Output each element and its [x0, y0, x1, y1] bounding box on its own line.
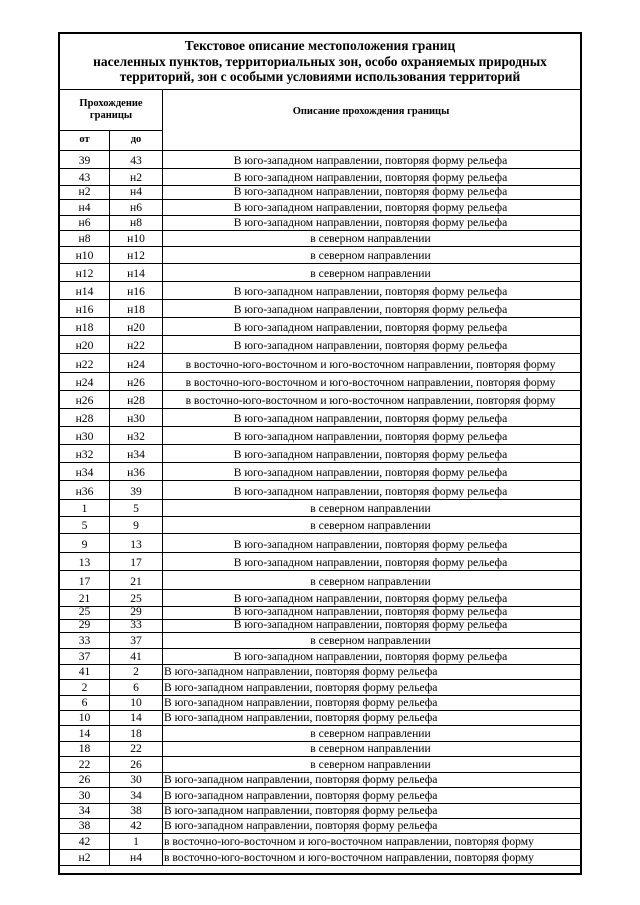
cell-description: в северном направлении [310, 249, 431, 262]
table-row [60, 318, 580, 336]
cell-from: н14 [75, 285, 94, 298]
cell-from: н18 [75, 321, 94, 334]
cell-description: В юго-западном направлении, повторяя форму рельефа [233, 339, 508, 352]
cell-description: в северном направлении [310, 232, 431, 245]
cell-description: В юго-западном направлении, повторяя форму рельефа [233, 321, 508, 334]
table-row [60, 186, 580, 200]
cell-description: В юго-западном направлении, повторяя форму рельефа [233, 185, 508, 198]
table-row [60, 726, 580, 742]
header-from: от [79, 134, 90, 145]
cell-to: н16 [127, 285, 145, 298]
cell-from: н12 [75, 267, 94, 280]
cell-from: 41 [78, 665, 91, 678]
cell-description: в северном направлении [310, 519, 431, 532]
cell-from: 26 [78, 773, 91, 786]
cell-description: В юго-западном направлении, повторяя форму рельефа [233, 618, 508, 631]
header-to: до [130, 134, 142, 145]
cell-from: 5 [81, 519, 88, 532]
cell-description: В юго-западном направлении, повторяя форму рельефа [164, 789, 438, 802]
cell-description: В юго-западном направлении, повторяя форму рельефа [233, 592, 508, 605]
cell-description: В юго-западном направлении, повторяя форму рельефа [164, 819, 438, 832]
cell-description: В юго-западном направлении, повторяя форму рельефа [233, 538, 508, 551]
cell-from: 33 [78, 634, 91, 647]
cell-to: 41 [130, 650, 142, 663]
cell-description: в северном направлении [310, 267, 431, 280]
cell-to: н24 [127, 358, 145, 371]
table-row [60, 553, 580, 571]
table-row [60, 169, 580, 186]
cell-description: в восточно-юго-восточном и юго-восточном направлении, повторяя форму [185, 376, 556, 389]
cell-from: н26 [75, 394, 94, 407]
cell-description: В юго-западном направлении, повторяя форму рельефа [164, 665, 438, 678]
cell-from: 21 [78, 592, 91, 605]
cell-to: 17 [130, 556, 142, 569]
header-description: Описание прохождения границы [292, 106, 450, 117]
cell-to: 10 [130, 696, 142, 709]
cell-description: в северном направлении [310, 742, 431, 755]
cell-from: н2 [78, 185, 91, 198]
cell-from: 34 [78, 804, 91, 817]
cell-to: 1 [133, 835, 139, 848]
document-title [60, 34, 580, 90]
cell-to: н6 [129, 201, 142, 214]
cell-to: 34 [130, 789, 142, 802]
cell-to: н34 [127, 448, 145, 461]
cell-to: 39 [130, 485, 142, 498]
cell-description: в восточно-юго-восточном и юго-восточном направлении, повторяя форму [164, 835, 534, 848]
table-row [60, 500, 580, 517]
title-line-1: Текстовое описание местоположения границ [184, 38, 456, 53]
table-row [60, 696, 580, 711]
table-row [60, 231, 580, 247]
cell-from: 2 [81, 681, 88, 694]
table-row [60, 773, 580, 788]
cell-from: н8 [78, 232, 91, 245]
cell-to: н8 [129, 216, 142, 229]
cell-to: н36 [127, 466, 145, 479]
cell-description: В юго-западном направлении, повторяя форму рельефа [164, 681, 438, 694]
table-row [60, 620, 580, 633]
cell-to: н12 [127, 249, 145, 262]
table-row [60, 282, 580, 300]
table-header [60, 90, 580, 151]
table-row [60, 247, 580, 264]
cell-from: н34 [75, 466, 94, 479]
cell-to: 14 [130, 711, 142, 724]
table-row [60, 834, 580, 850]
boundary-description-table [58, 32, 582, 875]
table-row [60, 151, 580, 169]
cell-to: 18 [130, 727, 142, 740]
cell-to: 26 [130, 758, 142, 771]
cell-description: В юго-западном направлении, повторяя форму рельефа [233, 412, 508, 425]
table-row [60, 463, 580, 481]
cell-description: В юго-западном направлении, повторяя форму рельефа [164, 804, 438, 817]
table-row [60, 336, 580, 354]
cell-description: В юго-западном направлении, повторяя форму рельефа [233, 201, 508, 214]
cell-from: н30 [75, 430, 94, 443]
cell-from: 38 [78, 819, 91, 832]
cell-description: в северном направлении [310, 758, 431, 771]
cell-to: н20 [127, 321, 145, 334]
table-row [60, 300, 580, 318]
cell-to: н4 [129, 185, 142, 198]
cell-description: В юго-западном направлении, повторяя форму рельефа [233, 154, 508, 167]
cell-description: в северном направлении [310, 727, 431, 740]
title-line-2: населенных пунктов, территориальных зон, особо охраняемых природных [93, 53, 547, 69]
table-row [60, 391, 580, 409]
table-row [60, 665, 580, 680]
cell-description: В юго-западном направлении, повторяя форму рельефа [164, 696, 438, 709]
cell-from: 18 [78, 742, 91, 755]
table-row [60, 742, 580, 757]
cell-description: В юго-западном направлении, повторяя форму рельефа [233, 216, 508, 229]
cell-to: н30 [127, 412, 145, 425]
cell-to: 43 [130, 154, 142, 167]
cell-from: 25 [78, 605, 91, 618]
table-row [60, 200, 580, 216]
cell-from: 30 [78, 789, 91, 802]
cell-to: н18 [127, 303, 145, 316]
title-line-3: территорий, зон с особыми условиями использования территорий [119, 69, 521, 85]
cell-from: 29 [78, 618, 91, 631]
cell-description: В юго-западном направлении, повторяя форму рельефа [233, 485, 508, 498]
cell-to: 21 [130, 575, 142, 588]
cell-to: н14 [127, 267, 145, 280]
table-row [60, 788, 580, 804]
table-row [60, 633, 580, 649]
cell-description: в северном направлении [310, 634, 431, 647]
cell-from: н10 [75, 249, 94, 262]
cell-from: 43 [78, 171, 91, 184]
cell-to: н32 [127, 430, 145, 443]
cell-to: 37 [130, 634, 142, 647]
cell-from: н28 [75, 412, 94, 425]
table-row [60, 409, 580, 427]
table-row [60, 680, 580, 696]
cell-from: н24 [75, 376, 94, 389]
cell-to: 2 [133, 665, 139, 678]
cell-to: 33 [130, 618, 142, 631]
cell-to: 30 [130, 773, 142, 786]
cell-description: в северном направлении [310, 575, 431, 588]
table-row [60, 445, 580, 463]
cell-from: н6 [78, 216, 91, 229]
cell-from: н4 [78, 201, 91, 214]
cell-description: В юго-западном направлении, повторяя форму рельефа [233, 466, 508, 479]
cell-to: н26 [127, 376, 145, 389]
table-row [60, 757, 580, 773]
cell-from: н20 [75, 339, 94, 352]
cell-description: В юго-западном направлении, повторяя форму рельефа [233, 448, 508, 461]
cell-from: 42 [78, 835, 91, 848]
cell-from: 14 [78, 727, 91, 740]
table-row [60, 517, 580, 534]
cell-from: н16 [75, 303, 94, 316]
cell-from: н2 [78, 851, 91, 864]
cell-to: 6 [133, 681, 139, 694]
cell-from: 13 [78, 556, 91, 569]
cell-to: 5 [133, 502, 139, 515]
cell-to: 42 [130, 819, 142, 832]
cell-to: 9 [133, 519, 139, 532]
cell-from: 39 [78, 154, 91, 167]
table-row [60, 571, 580, 590]
header-passage: Прохождение границы [79, 98, 143, 121]
cell-description: в восточно-юго-восточном и юго-восточном направлении, повторяя форму [185, 394, 556, 407]
table-row [60, 354, 580, 373]
cell-description: В юго-западном направлении, повторяя форму рельефа [233, 430, 508, 443]
cell-description: В юго-западном направлении, повторяя форму рельефа [233, 605, 508, 618]
cell-to: 22 [130, 742, 142, 755]
cell-from: н22 [75, 358, 94, 371]
cell-to: н22 [127, 339, 145, 352]
cell-from: 17 [78, 575, 91, 588]
table-row [60, 481, 580, 500]
cell-to: 29 [130, 605, 142, 618]
cell-from: 22 [78, 758, 91, 771]
cell-description: В юго-западном направлении, повторяя форму рельефа [233, 650, 508, 663]
table-row [60, 804, 580, 819]
cell-description: в восточно-юго-восточном и юго-восточном направлении, повторяя форму [185, 358, 556, 371]
table-row [60, 711, 580, 726]
table-body [60, 151, 580, 866]
cell-description: В юго-западном направлении, повторяя форму рельефа [233, 303, 508, 316]
cell-from: 1 [81, 502, 88, 515]
cell-description: в восточно-юго-восточном и юго-восточном направлении, повторяя форму [164, 851, 534, 864]
cell-description: В юго-западном направлении, повторяя форму рельефа [233, 171, 508, 184]
table-row [60, 819, 580, 834]
cell-from: 6 [81, 696, 88, 709]
cell-description: В юго-западном направлении, повторяя форму рельефа [233, 285, 508, 298]
cell-description: в северном направлении [310, 502, 431, 515]
table-row [60, 649, 580, 665]
cell-from: 10 [78, 711, 91, 724]
table-row [60, 850, 580, 866]
cell-from: 37 [78, 650, 91, 663]
cell-description: В юго-западном направлении, повторяя форму рельефа [164, 711, 438, 724]
cell-from: 9 [81, 538, 88, 551]
table-row [60, 264, 580, 282]
cell-from: н32 [75, 448, 94, 461]
cell-to: 13 [130, 538, 142, 551]
table-row [60, 216, 580, 231]
cell-from: н36 [75, 485, 94, 498]
cell-description: В юго-западном направлении, повторяя форму рельефа [164, 773, 438, 786]
cell-to: н10 [127, 232, 145, 245]
table-row [60, 427, 580, 445]
cell-description: В юго-западном направлении, повторяя форму рельефа [233, 556, 508, 569]
table-row [60, 534, 580, 553]
cell-to: н2 [129, 171, 142, 184]
cell-to: н28 [127, 394, 145, 407]
table-row [60, 373, 580, 391]
cell-to: 38 [130, 804, 142, 817]
cell-to: н4 [129, 851, 142, 864]
cell-to: 25 [130, 592, 142, 605]
